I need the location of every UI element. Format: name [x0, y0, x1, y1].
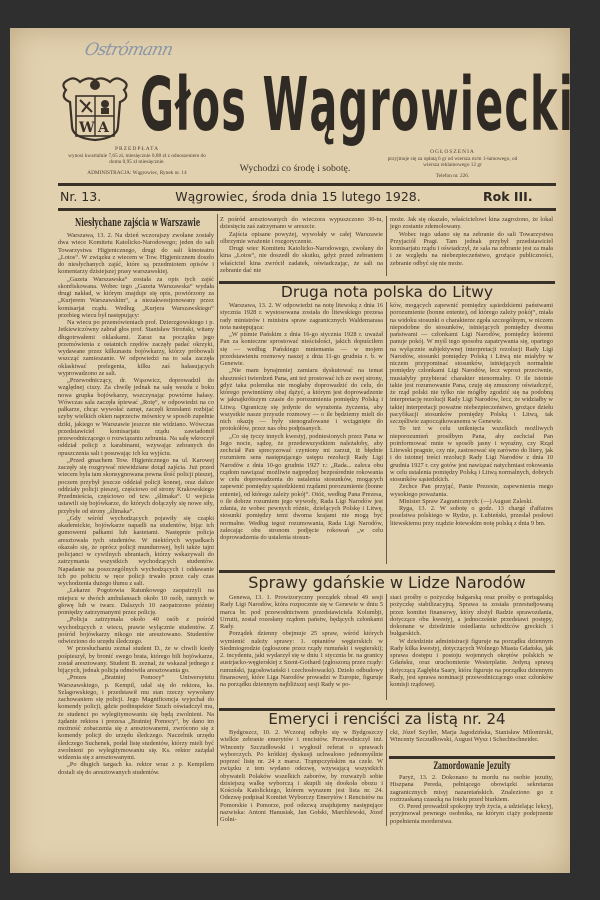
paragraph: Warszawa, 13. 2. Na dzień wczorajszy zwołane zostały dwa wiece Komitetu Katolicko-Narodowego; jeden do sali Towarzystwa Higjenicznego, drugi do sali kinoteatru „Lotos“. W związku z wiecem w Tow. Higjenicznem doszło do niesłychanych zajść, które są przedmiotem opisów i komentarzy dzisiejszej prasy warszawskiej. [58, 232, 214, 276]
column-divider [386, 216, 387, 276]
paragraph: Minister Spraw Zagranicznych: (—) August Zaleski. [399, 497, 533, 505]
paragraph: To też w celu uniknięcia wszelkich możliwych nieporozumień prosiłbym Pana, aby zechciał Pan poinformować mnie w sposób jasny i wyraźny, czy Rząd Litewski pragnie, czy nie, zastosować się zarówno do litery, jak i do istotnej treści rezolucji Rady Ligi Narodów z dnia 10 grudnia 1927 r. czy gotów jest nawiązać natychmiast rokowania w celu ustalenia pomiędzy Polską i Litwą normalnych, dobrych stosunków sąsiedzkich. [390, 425, 553, 483]
article-danzig-left [220, 594, 383, 704]
paragraph: Porządek dzienny obejmuje 25 spraw, wśród których wymienić należy sprawy: 1. optantów węgierskich w Siedmiogrodzie (zgłoszone przez rządy rumuński i węgierski); 2. incydentu, jaki wydarzył się w dniu 1 stycznia br. na granicy austrjacko-węgierskiej z Szent-Gothard (zgłoszoną przez rządy: rumuński, jugosłowiański i czechosłowacki). Dzieło odbudowy finansowej, które Liga Narodów prowadzi w Europie, figuruje na porządku dziennym najbliższej sesji Rady w po- [220, 630, 383, 688]
masthead-rule [58, 183, 556, 186]
paragraph: „Lekarze Pogotowia Ratunkowego zaopatrzyli na miejscu w dwóch ambulansach około 10 osób, rannych w głowę lub w twarz. Dalszych 10 zaopatrzono później pomiędzy zatrzymanymi przez policję. [58, 587, 214, 616]
paragraph: Paryż, 13. 2. Dokonano tu mordu na osobie jezuity, Hiszpana Pereda, pełniącego obowiązki sekretarza zagranicznych misyj nazaretańskich. Znaleziono go z roztrzaskaną czaszką na fotelu przed biurkiem. [390, 774, 553, 803]
administration-address: ADMINISTRACJA: Wągrowiec, Rynek nr. 14 [87, 169, 187, 176]
column-divider [386, 729, 387, 826]
article-lithuania-left [220, 302, 383, 567]
paragraph: Genewa, 13. 1. Prowizoryczny porządek obrad 49 sesji Rady Ligi Narodów, która rozpocznie się w Genewie w dniu 5 marca br. pod przewodnictwem przedstawiciela Kolumbji, Urrutti, został rozesłany rządom państw, będących członkami Rady. [220, 594, 383, 630]
column-divider [386, 302, 387, 564]
paragraph: staci prośby o pożyczkę bułgarską oraz prośby o portugalską pożyczkę stabilizacyjną. Sprawa ta została przestudjowaną przez komitet finansowy, który złożył Radzie sprawozdania, dotyczące obu kwestyj, a jednocześnie przedstawi postępy, dokonane w dziedzinie osiedlania uchodźców greckich i bułgarskich. [390, 594, 553, 638]
paragraph: „Gazeta Warszawska“ została za opis tych zajść skonfiskowana. Wobec tego „Gazeta Warszawska“ wydała drugi nakład, w którym znajduje się opis, powtórzony za „Kurjerem Warszawskim“, a niezakwestjonowany przez komisarjat rządu. Według „Kurjera Warszawskiego“ przebieg wiecu był następujący: [58, 275, 214, 319]
phone-number: Telefon nr. 226. [435, 172, 470, 179]
paragraph: O. Pered prowadził spokojny tryb życia, a udzielając lekcyj, przyjmował pewnego osobnika, na którym ciąży podejrzenie popełnienia morderstwa. [390, 803, 553, 825]
headline-danzig: Sprawy gdańskie w Lidze Narodów [248, 573, 526, 592]
paragraph: „Po długich targach ks. rektor wraz z p. Kempilem dostali się do aresztowanych studentów. [58, 761, 214, 776]
handwritten-note: Ostrómann [82, 40, 175, 60]
paragraph: ków, mogących zapewnić pomiędzy sąsiedzkiemi państwami porozumienie (bonne entente), od którego zależy pokój“, miała na widoku stosunki o charakterze zgoła szczególnym, w niczem niepodobne do stosunków, istniejących pomiędzy dwoma państwami — członkami Ligi Narodów, pomiędzy któremi panuje pokój. W myśl tego sposobu zapatrywania się, opartego na wyłącznie subjektywnej interpretacji rezolucji Rady Ligi Narodów, stosunki pomiędzy Polską i Litwą nie miałyby w niczem przypominać stosunków, istniejących normalnie pomiędzy członkami Ligi Narodów, lecz wprost przeciwnie, musiałyby przybierać charakter nienormalny. O ile istotnie takie jest rozumowanie Pana, czuję się zmuszony oświadczyć, że rząd polski nie tylko nie mógłby zgodzić się na podobną interpretację rezolucji Rady Ligi Narodów, lecz, że widziałby w takiej interpretacji poważne niebezpieczeństwo, grożące dziełu pacyfikacji stosunków pomiędzy Polską i Litwą, tak szczęśliwie zapoczątkowanemu w Genewie. [390, 302, 553, 425]
paragraph: Drugi wiec Komitetu Katolicko-Narodowego, zwołany do kina „Lotos“, nie doszedł do skutku, gdyż przed zebraniem właściciel kina zwrócił zadatek, oświadczając, że sali na zebranie dać nie [220, 245, 383, 274]
paragraph: „Prezes „Bratniej Pomocy“ Uniwersytetu Warszawskiego, p. Kempil, udał się do rektora, ks. Szlagowskiego, i przedstawił mu stan rzeczy wywołany zachowaniem się policji. Jego Magnificencja wyjechał do komendy policji, gdzie podinspektor Szuch oświadczył mu, że studenci po wylegitymowaniu się będą zwolnieni. Na żądanie rektora i prezesa „Bratniej Pomocy“, by dano im możność zobaczenia się z aresztowanemi, zwrócono się z komendy policji do urzędu śledczego. Naczelnik urzędu śledczego Suchenek, podał listę studentów, którzy mieli być zwolnieni po wylegitymowaniu się. Ks. rektor zażądał widzenia się z aresztowanymi. [58, 674, 214, 761]
paragraph: Zechce Pan przyjąć, Panie Prezesie, zapewnienia mego wysokiego poważania. [390, 483, 553, 498]
article-warsaw-continuation-right [390, 216, 553, 278]
headline-lithuania: Druga nota polska do Litwy [280, 283, 494, 301]
article-warsaw-body [58, 232, 214, 826]
paragraph: Wobec tego udano się na zebranie do sali Towarzystwa Przyjaciół Pragi. Tam jednak przybył przedstawiciel komisarjatu rządu i oświadczył, że sala na zebranie jest za mała i ze względu na niebezpieczeństwo, grożące publiczności, zebranie odbyć się nie może. [390, 230, 553, 267]
paragraph: „Nie mam bynajmniej zamiaru dyskutować na temat słuszności twierdzeń Pana, ani też prostować ich ze swej strony, gdyż taka polemika nie mogłaby doprowadzić do celu, do którego powinniśmy obaj dążyć, a którym jest doprowadzenie w jaknajkrótszym czasie do porozumienia pomiędzy Polską i Litwą. Ograniczę się jedynie do wyrażenia życzenia, aby wszystkie nasze przyszłe rozmowy — o ile będziemy mieli do nich okazję — były stenografowane i wciągnięte do protokółów, przez nas obu podpisanych. [220, 367, 383, 433]
paragraph: „Policja zatrzymała około 40 osób z pośród wychodzących z wiecu, prawie wyłącznie studentów. Z pośród bojówkarzy nikogo nie aresztowano. Studentów odwieziono do urzędu śledczego. [58, 616, 214, 645]
subscription-text: wynosi kwartalnie 7,65 zł, miesięcznie 0,88 zł z odnoszeniem do domu 0,95 zł miesięcznie. [68, 152, 206, 166]
headline-warsaw: Niesłychane zajścia w Warszawie [75, 216, 201, 229]
paragraph: „Przed gmachem Tow. Higjenicznego na ul. Karowej zaczęły się rozgrywać niewidziane dotąd zajścia. Już przed wiecem była tam skonsygnowana pewna ilość policji pieszej, poczem przybył jeszcze oddział policji konnej, oraz dalsze oddziały policji pieszej, częściowo od strony Krakowskiego Przedmieścia, częściowo od tzw. „ślimaka“. U wejścia ustawili się bojówkarze, do których dołączyły się nowe siły, przybyłe od strony „ślimaka“. [58, 456, 214, 515]
paragraph: W przesłuchaniu zeznał student D., że w chwili kiedy pośpieszył, by bronić swego brata, którego bili bojówkarze, został aresztowany. Student B. zeznał, że wskazał jednego z bijących, jednak policja odmówiła aresztowania go. [58, 645, 214, 674]
svg-text:A: A [98, 120, 109, 136]
coat-of-arms-icon [60, 76, 130, 142]
publication-frequency: Wychodzi co środę i sobotę. [239, 163, 351, 174]
paragraph: Zajścia opisane powyżej, wywołały w całej Warszawie olbrzymie wrażenie i rozgoryczenie. [220, 230, 383, 245]
article-jesuit-body [390, 774, 553, 834]
ads-heading: OGŁOSZENIA [430, 149, 475, 155]
column-divider [217, 214, 218, 826]
column-divider [386, 594, 387, 700]
headline-jesuit: Zamordowanie Jezuity [433, 761, 511, 772]
issue-number: Nr. 13. [60, 189, 102, 204]
ads-info [385, 149, 520, 179]
subscription-heading: PRZEDPŁATA [114, 146, 160, 152]
article-lithuania-right [390, 302, 553, 567]
paragraph: W dziedzinie administracji figuruje na porządku dziennym Rady kilka kwestyj, dotyczących Wolnego Miasta Gdańska, jak sprawa dostępu i postoju wojennych okrętów polskich w Gdańsku, oraz uruchomienie Westerplatte. Jedyną sprawą dotyczącą Zagłębia Saary, która figuruje na porządku dziennym Rady, jest sprawa nominacji przewodniczącego oraz członków komisji rządowej. [390, 637, 553, 688]
paragraph: cki, Józef Szyfler, Marja Jagodzińska, Stanisław Milomirski, Wincenty Szczudłowski, August Wysz i Schechtschneider. [390, 729, 553, 744]
paragraph: Warszawa, 13. 2. W odpowiedzi na notę litewską z dnia 16 stycznia 1928 r. wystosowana została do litewskiego prezesa rady ministrów i ministra spraw zagranicznych Waldemarasa nota następująca: [220, 302, 383, 331]
paragraph: „Gdy wśród wychodzących pojawiły się czapki akademickie, bojówkarze napadli na studentów, bijąc ich gumowemi pałkami lub kastetami. Następnie policja aresztowała tych studentów. W niektórych wypadkach okazało się, że oprócz policji mundurowej, byli także tajni policjanci w cywilnych ubraniach, którzy wskazywali do zatrzymania wszystkich wychodzących studentów. Napadanie na poszczególnych wychodzących i oddawanie ich po pobiciu w ręce policji trwało przez cały czas wychodzenia dużego tłumu z sali. [58, 514, 214, 587]
issue-date: Wągrowiec, środa dnia 15 lutego 1928. [175, 189, 421, 204]
issue-bar-rule [58, 208, 556, 211]
paragraph: może. Jak się okazało, właścicielowi kina zagrożono, że lokal jego zostanie zdemolowany. [390, 216, 553, 231]
svg-text:W: W [79, 120, 95, 136]
subscription-info [62, 146, 212, 176]
headline-pensioners: Emeryci i renciści za listą nr. 24 [268, 710, 506, 728]
paragraph: Z pośród aresztowanych do wieczora wypuszczono 30-tu, dziesięciu zaś zatrzymano w areszcie. [220, 216, 383, 231]
section-rule [389, 756, 555, 759]
ads-text: przyjmuje się za opłatą 6 gr od wiersza m/m 1-łamowego, od wiersza reklamowego 12 gr [387, 155, 518, 169]
article-warsaw-continuation-left [220, 216, 383, 278]
issue-year: Rok III. [483, 189, 533, 204]
article-danzig-right [390, 594, 553, 704]
paragraph: „Co się tyczy innych kwestyj, podniesionych przez Pana w Jego nocie, sądzę, że przedewszystkiem należałoby, aby zechciał Pan sprecyzować czyniony mi zarzut, iż błędnie rozumiem sens następującego ustępu rezolucji Rady Ligi Narodów z dnia 10-go grudnia 1927 r.: „Rada... zaleca obu rządom nawiązać możliwie najprędzej bezpośrednie rokowania w celu doprowadzenia do ustalenia stosunków, mogących zapewnić pomiędzy sąsiedzkiemi rządami porozumienie (bonne entente), od którego zależy pokój“. Otóż, według Pana Prezesa, o ile dobrze rozumiem jego wywody, Rada Ligi Narodów jest zdania, że wobec pewnych różnic, dzielących Polskę i Litwę, stosunki pomiędzy temi dwoma krajami nie mogą być normalne. Według tegoż rozumowania, Rada Ligi Narodów, zalecając obu stronom podjęcie rokowań „w celu doprowadzenia do ustalenia stosun- [220, 432, 383, 541]
paragraph: „Przewodniczący, dr. Wąsowicz, doprowadził do względnej ciszy. Za chwilę jednak na salę weszła z boku nowa grupka bojówkarzy, wszczynając powtórne hałasy. Wówczas sala zaczęła śpiewać „Rotę“, w odpowiedzi na co pałkarze, chcąc wywołać zamęt, zaczęli krzesłami rozbijać szyby wielkich okien naprzeciw mównicy w sposób zupełnie dziki, jakiego w Warszawie jeszcze nie widziano. Wówczas przedstawiciel komisarjatu rządu zawiadomił przewodniczącego o rozwiązaniu zebrania. Na salę wkroczył oddział policji z karabinami, wzywając zebranych do opuszczenia sali i posuwając ich ku wyjściu. [58, 377, 214, 457]
paragraph: Na wiecu po przemówieniach prof. Dzierzgowskiego i p. Jetkiewiczówny zabrał głos prof. Stanisław Stroński, witany długotrwałemi oklaskami. Zaraz na początku jego przemówienia z ostatnich rzędów zaczęły padać okrzyki, wydawane przez kilkunastu bojówkarzy, którzy próbowali wszcząć zamieszanie. W odpowiedzi na to sala zaczęła oklaskiwać prelegenta, kilku zaś hałasujących wyprowadzono ze sali. [58, 319, 214, 377]
paragraph: Ryga, 13. 2. W sobotę o godz. 13 chargé d'affaires poselstwa polskiego w Rydze, p. Łubieński, przesłał posłowi litewskiemu przy rządzie łotewskim notę polską z dnia 9 bm. [390, 505, 553, 527]
paragraph: „W piśmie Pańskim z dnia 16-go stycznia 1928 r. uważał Pan za konieczne sprostować nieścisłości, jakich dopuściłem się — według Pańskiego mniemania — w mojem przedstawieniu rozmowy naszej z dnia 11-go grudnia r. b. w Genewie. [220, 331, 383, 367]
paragraph: Bydgoszcz, 10. 2. Wczoraj odbyło się w Bydgoszczy wielkie zebranie emerytów i rencistów. Przewodniczył inż. Wincenty Szczudłowski i wygłosił referat o sprawach wyborczych. Po krótkiej dyskusji uchwalono jednomyślnie poprzeć listę nr. 24 z marsz. Trąmpczyńskim na czele. W związku z tem wydano odezwę, wzywającą wszystkich obywateli Polaków wszelkich zaborów, by rozważyli sobie dzisiejszą walkę wyborczą i skupili się dookoła obozu i Kościoła Katolickiego, którem wyrazem jest lista nr. 24. Odezwę podpisał Komitet Wyborczy Emerytów i Rencistów na Pomorskie i Pomorze, pod odezwą znajdujemy następujące nazwiska: Antoni Hanusiak, Jan Gołski, Marchlewski, Józef Golni- [220, 729, 383, 823]
article-pensioners-right [390, 729, 553, 753]
article-pensioners-left [220, 729, 383, 829]
newspaper-title: Głos Wągrowiecki [140, 62, 575, 148]
